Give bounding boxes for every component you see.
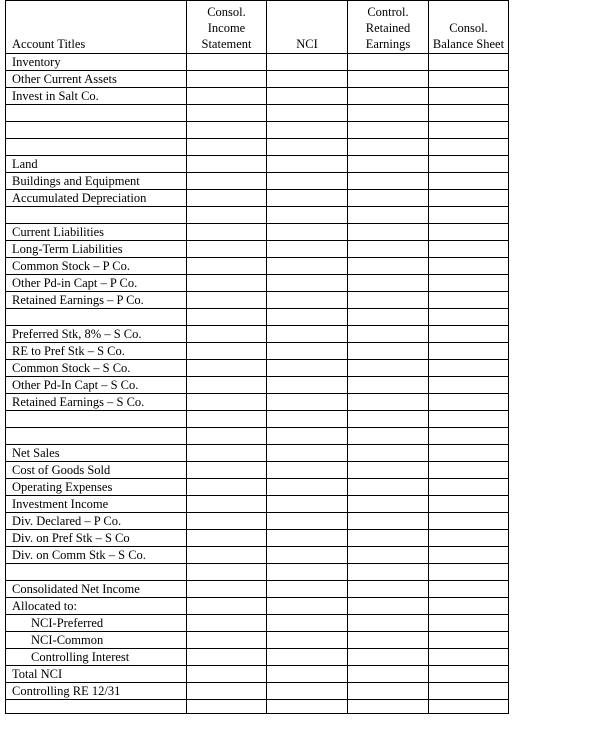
account-title-cell <box>6 122 187 139</box>
account-title-cell: Common Stock – P Co. <box>6 258 187 275</box>
consol-balance-sheet-cell <box>429 547 509 564</box>
control-retained-earnings-cell <box>348 377 429 394</box>
consol-income-statement-cell <box>187 462 267 479</box>
consol-balance-sheet-cell <box>429 88 509 105</box>
control-retained-earnings-cell <box>348 683 429 700</box>
consol-balance-sheet-cell <box>429 326 509 343</box>
nci-cell <box>267 326 348 343</box>
control-retained-earnings-cell <box>348 564 429 581</box>
control-retained-earnings-cell <box>348 615 429 632</box>
control-retained-earnings-cell <box>348 513 429 530</box>
nci-cell <box>267 547 348 564</box>
consol-balance-sheet-cell <box>429 649 509 666</box>
nci-cell <box>267 360 348 377</box>
consol-balance-sheet-cell <box>429 309 509 326</box>
consol-income-statement-cell <box>187 224 267 241</box>
table-row <box>6 649 509 666</box>
nci-cell <box>267 309 348 326</box>
header-row <box>6 1 509 54</box>
account-title-cell: Common Stock – S Co. <box>6 360 187 377</box>
table-row <box>6 122 509 139</box>
table-row <box>6 241 509 258</box>
table-row <box>6 275 509 292</box>
consol-balance-sheet-cell <box>429 292 509 309</box>
control-retained-earnings-cell <box>348 666 429 683</box>
consol-income-statement-cell <box>187 530 267 547</box>
table-row <box>6 377 509 394</box>
nci-cell <box>267 258 348 275</box>
account-title-cell: Accumulated Depreciation <box>6 190 187 207</box>
control-retained-earnings-cell <box>348 547 429 564</box>
consol-balance-sheet-cell <box>429 275 509 292</box>
account-title-cell <box>6 139 187 156</box>
table-row <box>6 581 509 598</box>
consol-balance-sheet-cell <box>429 700 509 714</box>
consol-income-statement-cell <box>187 173 267 190</box>
table-row <box>6 326 509 343</box>
consol-balance-sheet-cell <box>429 479 509 496</box>
consol-balance-sheet-cell <box>429 581 509 598</box>
consol-income-statement-cell <box>187 139 267 156</box>
nci-cell <box>267 666 348 683</box>
nci-cell <box>267 411 348 428</box>
consol-balance-sheet-cell <box>429 54 509 71</box>
table-row <box>6 139 509 156</box>
control-retained-earnings-cell <box>348 360 429 377</box>
consol-income-statement-cell <box>187 632 267 649</box>
consol-balance-sheet-cell <box>429 530 509 547</box>
control-retained-earnings-cell <box>348 258 429 275</box>
consol-income-statement-cell <box>187 479 267 496</box>
account-title-cell: Long-Term Liabilities <box>6 241 187 258</box>
account-title-cell: Div. on Pref Stk – S Co <box>6 530 187 547</box>
consol-income-statement-cell <box>187 88 267 105</box>
control-retained-earnings-cell <box>348 275 429 292</box>
account-title-cell <box>6 700 187 714</box>
account-title-cell <box>6 309 187 326</box>
control-retained-earnings-cell <box>348 156 429 173</box>
table-row <box>6 632 509 649</box>
table-row <box>6 258 509 275</box>
control-retained-earnings-cell <box>348 207 429 224</box>
account-title-cell: NCI-Preferred <box>6 615 187 632</box>
account-title-cell: Buildings and Equipment <box>6 173 187 190</box>
account-title-cell: Net Sales <box>6 445 187 462</box>
consol-income-statement-cell <box>187 615 267 632</box>
header-nci: NCI <box>267 1 348 54</box>
table-row <box>6 547 509 564</box>
consol-income-statement-cell <box>187 343 267 360</box>
account-title-cell: Preferred Stk, 8% – S Co. <box>6 326 187 343</box>
account-title-cell <box>6 207 187 224</box>
consol-balance-sheet-cell <box>429 122 509 139</box>
control-retained-earnings-cell <box>348 190 429 207</box>
table-row <box>6 207 509 224</box>
account-title-cell <box>6 564 187 581</box>
consol-balance-sheet-cell <box>429 683 509 700</box>
control-retained-earnings-cell <box>348 479 429 496</box>
nci-cell <box>267 207 348 224</box>
table-row <box>6 530 509 547</box>
consol-balance-sheet-cell <box>429 241 509 258</box>
nci-cell <box>267 377 348 394</box>
consol-income-statement-cell <box>187 190 267 207</box>
table-row <box>6 224 509 241</box>
control-retained-earnings-cell <box>348 122 429 139</box>
consol-income-statement-cell <box>187 258 267 275</box>
consol-balance-sheet-cell <box>429 377 509 394</box>
consol-income-statement-cell <box>187 275 267 292</box>
table-row <box>6 479 509 496</box>
consol-income-statement-cell <box>187 377 267 394</box>
control-retained-earnings-cell <box>348 173 429 190</box>
consol-income-statement-cell <box>187 700 267 714</box>
control-retained-earnings-cell <box>348 241 429 258</box>
consol-income-statement-cell <box>187 564 267 581</box>
consol-balance-sheet-cell <box>429 360 509 377</box>
table-row <box>6 615 509 632</box>
worksheet-body <box>6 54 509 714</box>
consol-income-statement-cell <box>187 54 267 71</box>
account-title-cell: Total NCI <box>6 666 187 683</box>
nci-cell <box>267 139 348 156</box>
table-row <box>6 360 509 377</box>
account-title-cell: Consolidated Net Income <box>6 581 187 598</box>
nci-cell <box>267 632 348 649</box>
header-control-retained-earnings: Control. Retained Earnings <box>348 1 429 54</box>
consol-income-statement-cell <box>187 394 267 411</box>
account-title-cell: Current Liabilities <box>6 224 187 241</box>
control-retained-earnings-cell <box>348 292 429 309</box>
consol-income-statement-cell <box>187 445 267 462</box>
header-consol-balance-sheet: Consol. Balance Sheet <box>429 1 509 54</box>
consol-income-statement-cell <box>187 71 267 88</box>
account-title-cell: Retained Earnings – S Co. <box>6 394 187 411</box>
control-retained-earnings-cell <box>348 496 429 513</box>
consol-balance-sheet-cell <box>429 190 509 207</box>
consol-income-statement-cell <box>187 309 267 326</box>
table-row <box>6 309 509 326</box>
control-retained-earnings-cell <box>348 445 429 462</box>
nci-cell <box>267 71 348 88</box>
account-title-cell: Inventory <box>6 54 187 71</box>
consol-income-statement-cell <box>187 156 267 173</box>
consol-balance-sheet-cell <box>429 156 509 173</box>
account-title-cell <box>6 105 187 122</box>
nci-cell <box>267 122 348 139</box>
consol-balance-sheet-cell <box>429 496 509 513</box>
control-retained-earnings-cell <box>348 394 429 411</box>
control-retained-earnings-cell <box>348 88 429 105</box>
account-title-cell: Investment Income <box>6 496 187 513</box>
table-row <box>6 54 509 71</box>
consol-income-statement-cell <box>187 326 267 343</box>
nci-cell <box>267 173 348 190</box>
account-title-cell: Div. Declared – P Co. <box>6 513 187 530</box>
table-row <box>6 666 509 683</box>
consol-income-statement-cell <box>187 428 267 445</box>
table-row <box>6 428 509 445</box>
consol-income-statement-cell <box>187 581 267 598</box>
control-retained-earnings-cell <box>348 326 429 343</box>
consol-balance-sheet-cell <box>429 615 509 632</box>
consol-income-statement-cell <box>187 598 267 615</box>
consol-income-statement-cell <box>187 683 267 700</box>
account-title-cell: Allocated to: <box>6 598 187 615</box>
consol-balance-sheet-cell <box>429 666 509 683</box>
consol-income-statement-cell <box>187 411 267 428</box>
nci-cell <box>267 683 348 700</box>
account-title-cell: Invest in Salt Co. <box>6 88 187 105</box>
table-row <box>6 156 509 173</box>
nci-cell <box>267 530 348 547</box>
consol-balance-sheet-cell <box>429 173 509 190</box>
table-row <box>6 700 509 714</box>
table-row <box>6 394 509 411</box>
consol-income-statement-cell <box>187 360 267 377</box>
table-row <box>6 71 509 88</box>
consol-balance-sheet-cell <box>429 411 509 428</box>
nci-cell <box>267 156 348 173</box>
consol-balance-sheet-cell <box>429 71 509 88</box>
nci-cell <box>267 496 348 513</box>
nci-cell <box>267 581 348 598</box>
nci-cell <box>267 445 348 462</box>
consolidation-worksheet-table <box>5 0 509 714</box>
nci-cell <box>267 88 348 105</box>
nci-cell <box>267 615 348 632</box>
consol-balance-sheet-cell <box>429 428 509 445</box>
consol-balance-sheet-cell <box>429 632 509 649</box>
control-retained-earnings-cell <box>348 428 429 445</box>
nci-cell <box>267 343 348 360</box>
consol-income-statement-cell <box>187 547 267 564</box>
account-title-cell: Div. on Comm Stk – S Co. <box>6 547 187 564</box>
nci-cell <box>267 292 348 309</box>
table-row <box>6 496 509 513</box>
nci-cell <box>267 105 348 122</box>
control-retained-earnings-cell <box>348 598 429 615</box>
consol-income-statement-cell <box>187 241 267 258</box>
nci-cell <box>267 598 348 615</box>
control-retained-earnings-cell <box>348 224 429 241</box>
consol-balance-sheet-cell <box>429 224 509 241</box>
header-account-titles: Account Titles <box>6 1 187 54</box>
consol-balance-sheet-cell <box>429 564 509 581</box>
table-row <box>6 88 509 105</box>
account-title-cell: Controlling RE 12/31 <box>6 683 187 700</box>
control-retained-earnings-cell <box>348 54 429 71</box>
consol-balance-sheet-cell <box>429 513 509 530</box>
account-title-cell: Controlling Interest <box>6 649 187 666</box>
nci-cell <box>267 275 348 292</box>
consol-income-statement-cell <box>187 292 267 309</box>
table-row <box>6 564 509 581</box>
table-row <box>6 173 509 190</box>
nci-cell <box>267 513 348 530</box>
consol-balance-sheet-cell <box>429 207 509 224</box>
consol-balance-sheet-cell <box>429 139 509 156</box>
table-row <box>6 445 509 462</box>
table-row <box>6 598 509 615</box>
account-title-cell: Retained Earnings – P Co. <box>6 292 187 309</box>
consol-income-statement-cell <box>187 666 267 683</box>
account-title-cell: Land <box>6 156 187 173</box>
account-title-cell: RE to Pref Stk – S Co. <box>6 343 187 360</box>
nci-cell <box>267 190 348 207</box>
consol-balance-sheet-cell <box>429 598 509 615</box>
nci-cell <box>267 394 348 411</box>
consol-balance-sheet-cell <box>429 445 509 462</box>
account-title-cell <box>6 411 187 428</box>
control-retained-earnings-cell <box>348 309 429 326</box>
table-row <box>6 343 509 360</box>
table-row <box>6 105 509 122</box>
consol-balance-sheet-cell <box>429 462 509 479</box>
table-row <box>6 190 509 207</box>
table-row <box>6 683 509 700</box>
consol-income-statement-cell <box>187 122 267 139</box>
nci-cell <box>267 649 348 666</box>
header-consol-income-statement: Consol. Income Statement <box>187 1 267 54</box>
account-title-cell: Other Pd-in Capt – P Co. <box>6 275 187 292</box>
nci-cell <box>267 479 348 496</box>
control-retained-earnings-cell <box>348 343 429 360</box>
table-row <box>6 462 509 479</box>
account-title-cell: Operating Expenses <box>6 479 187 496</box>
control-retained-earnings-cell <box>348 530 429 547</box>
control-retained-earnings-cell <box>348 139 429 156</box>
control-retained-earnings-cell <box>348 105 429 122</box>
consol-balance-sheet-cell <box>429 105 509 122</box>
nci-cell <box>267 224 348 241</box>
nci-cell <box>267 564 348 581</box>
account-title-cell <box>6 428 187 445</box>
consol-income-statement-cell <box>187 207 267 224</box>
consol-income-statement-cell <box>187 513 267 530</box>
control-retained-earnings-cell <box>348 71 429 88</box>
table-row <box>6 292 509 309</box>
table-row <box>6 513 509 530</box>
table-row <box>6 411 509 428</box>
nci-cell <box>267 241 348 258</box>
account-title-cell: Other Pd-In Capt – S Co. <box>6 377 187 394</box>
consol-balance-sheet-cell <box>429 258 509 275</box>
nci-cell <box>267 700 348 714</box>
control-retained-earnings-cell <box>348 411 429 428</box>
nci-cell <box>267 462 348 479</box>
control-retained-earnings-cell <box>348 462 429 479</box>
control-retained-earnings-cell <box>348 649 429 666</box>
consol-balance-sheet-cell <box>429 343 509 360</box>
nci-cell <box>267 428 348 445</box>
account-title-cell: Cost of Goods Sold <box>6 462 187 479</box>
consol-income-statement-cell <box>187 105 267 122</box>
consol-income-statement-cell <box>187 496 267 513</box>
consol-income-statement-cell <box>187 649 267 666</box>
control-retained-earnings-cell <box>348 632 429 649</box>
consol-balance-sheet-cell <box>429 394 509 411</box>
nci-cell <box>267 54 348 71</box>
account-title-cell: Other Current Assets <box>6 71 187 88</box>
control-retained-earnings-cell <box>348 581 429 598</box>
account-title-cell: NCI-Common <box>6 632 187 649</box>
control-retained-earnings-cell <box>348 700 429 714</box>
